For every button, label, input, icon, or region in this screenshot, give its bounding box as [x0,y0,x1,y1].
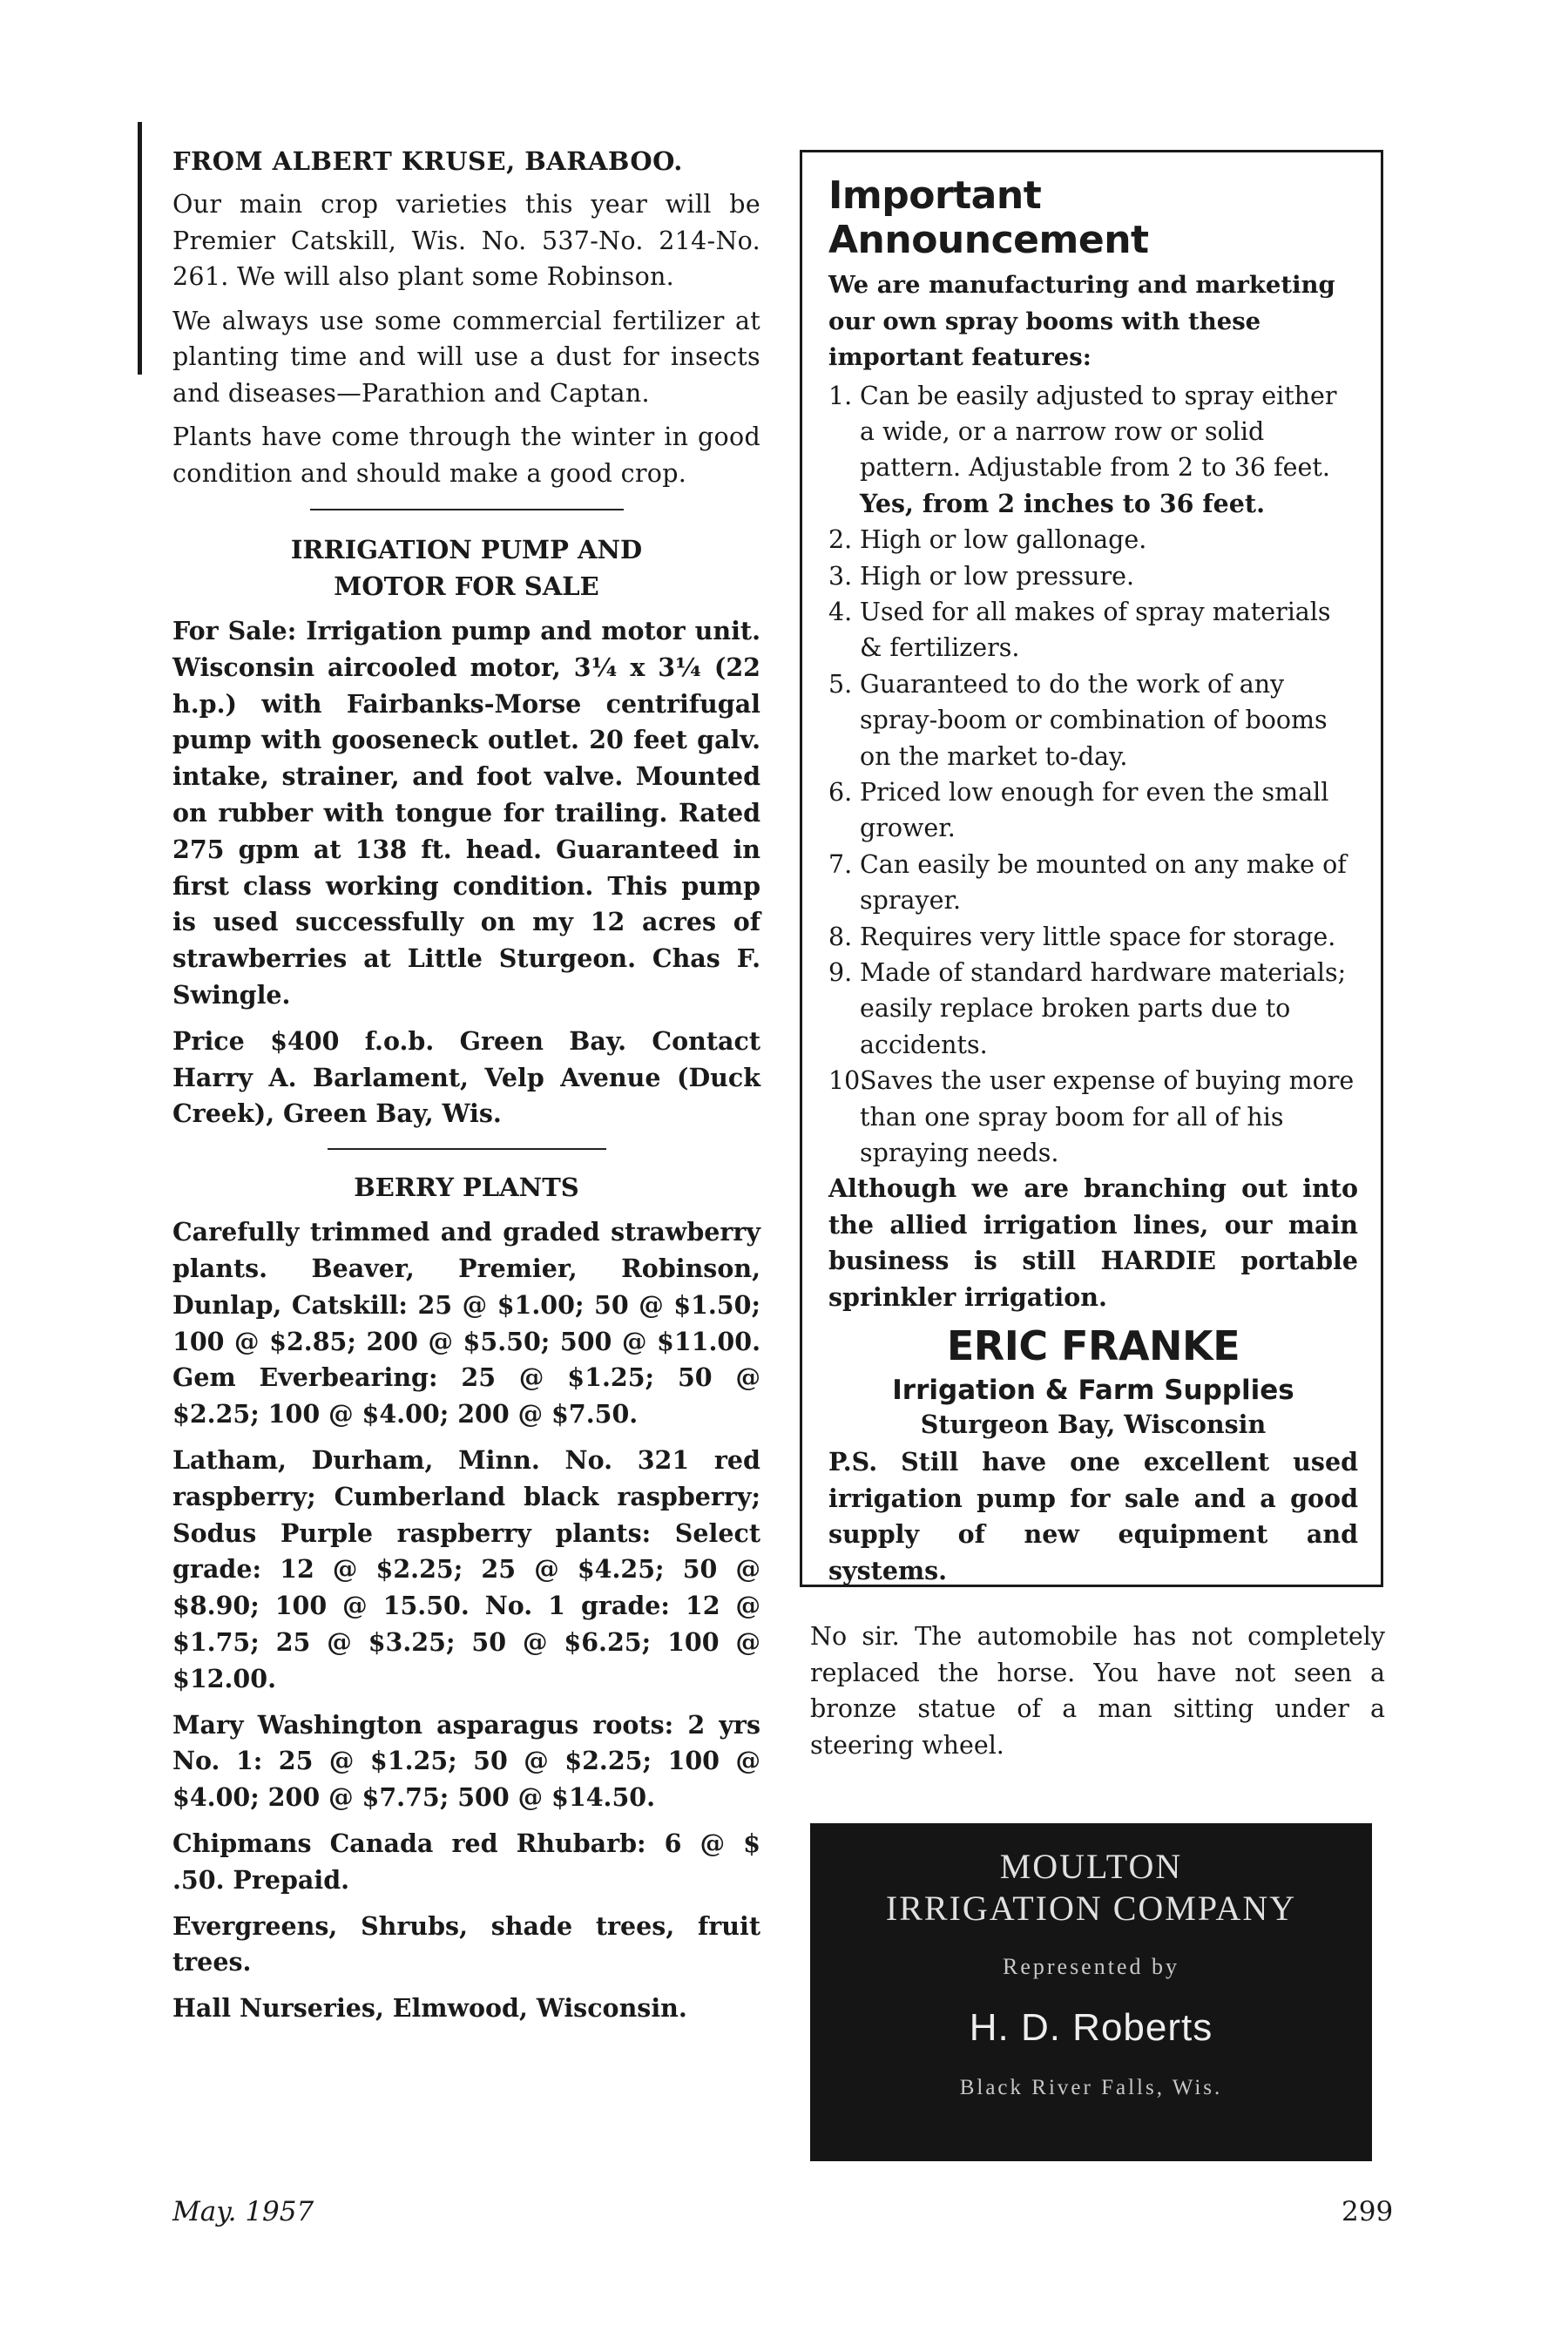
card-line-rep-name: H. D. Roberts [969,2006,1213,2049]
announcement-intro: We are manufacturing and marketing our own spray booms with these important features: [828,271,1335,371]
pump-ad-title [172,531,760,605]
kruse-report [172,146,760,491]
card-line-represented: Represented by [1002,1954,1179,1979]
kruse-paragraph: Our main crop varieties this year will be Premier Catskill, Wis. No. 537-No. 214-No. 261. We will also plant some Robinson. [172,190,760,291]
feature-item [828,378,1358,523]
card-line-company: MOULTON [999,1847,1183,1886]
feature-number: 9. [828,958,853,987]
feature-text: High or low gallonage. [860,525,1147,555]
feature-number: 6. [828,777,853,807]
moulton-ad-card [810,1823,1372,2161]
berry-plants-ad [172,1169,760,2027]
feature-text: Requires very little space for storage. [860,922,1336,951]
feature-number: 10. [828,1066,868,1096]
berry-paragraph: Chipmans Canada red Rhubarb: 6 @ $ .50. Prepaid. [172,1828,760,1895]
card-line-location: Black River Falls, Wis. [959,2076,1223,2099]
feature-list [828,378,1358,1172]
feature-number: 8. [828,922,853,951]
company-name: ERIC FRANKE [946,1322,1240,1370]
margin-bar [138,122,142,375]
pump-ad-price: Price $400 f.o.b. Green Bay. Contact Harry A. Barlament, Velp Avenue (Duck Creek), Green Bay, Wis. [172,1025,760,1129]
feature-item [828,522,1358,558]
feature-number: 1. [828,381,853,410]
berry-paragraph: Hall Nurseries, Elmwood, Wisconsin. [172,1993,687,2024]
berry-paragraph: Mary Washington asparagus roots: 2 yrs No. 1: 25 @ $1.25; 50 @ $2.25; 100 @ $4.00; 200 @ $7.75; 500 @ $14.50. [172,1709,760,1813]
company-subtitle: Irrigation & Farm Supplies [892,1375,1294,1407]
feature-number: 7. [828,849,853,879]
feature-text: Saves the user expense of buying more than one spray boom for all of his spraying needs. [860,1066,1355,1168]
feature-item [828,847,1358,919]
feature-item [828,955,1358,1063]
section-divider [328,1148,606,1150]
feature-item [828,774,1358,847]
berry-paragraph: Carefully trimmed and graded strawberry plants. Beaver, Premier, Robinson, Dunlap, Catskill: 25 @ $1.00; 50 @ $1.50; 100 @ $2.85; 200 @ $5.50; 500 @ $11.00. Gem Everbearing: 25 @ $1.25; 50 @ $2.25; 100 @ $4.00; 200 @ $7.50. [172,1217,760,1429]
announcement-title: Important Announcement [828,173,1149,262]
berry-paragraph: Latham, Durham, Minn. No. 321 red raspberry; Cumberland black raspberry; Sodus Purple raspberry plants: Select grade: 12 @ $2.25; 25 @ $4.25; 50 @ $8.90; 100 @ 15.50. No. 1 grade: 12 @ $1.75; 25 @ $3.25; 50 @ $6.25; 100 @ $12.00. [172,1444,760,1693]
announcement-closing: Although we are branching out into the allied irrigation lines, our main business is still HARDIE portable sprinkler irrigation. [828,1173,1358,1312]
horse-note: No sir. The automobile has not completely replaced the horse. You have not seen a bronze statue of a man sitting under a steering wheel. [810,1622,1385,1760]
pump-ad-body: For Sale: Irrigation pump and motor unit. Wisconsin aircooled motor, 3¼ x 3¼ (22 h.p.) with Fairbanks-Morse centrifugal pump with gooseneck outlet. 20 feet galv. intake, strainer, and foot valve. Mounted on rubber with tongue for trailing. Rated 275 gpm at 138 ft. head. Guaranteed in first class working condition. This pump is used successfully on my 12 acres of strawberries at Little Sturgeon. Chas F. Swingle. [172,616,760,1010]
left-column [172,146,760,2037]
feature-number: 2. [828,525,853,555]
feature-item [828,558,1358,594]
company-location: Sturgeon Bay, Wisconsin [920,1409,1267,1440]
feature-text: Used for all makes of spray materials & fertilizers. [860,597,1331,663]
feature-text: Can easily be mounted on any make of sprayer. [860,849,1347,916]
feature-item [828,594,1358,666]
postscript: P.S. Still have one excellent used irrigation pump for sale and a good supply of new equipment and systems. [828,1447,1358,1585]
feature-text: High or low pressure. [860,561,1135,591]
feature-number: 4. [828,597,853,626]
page-number: 299 [1342,2196,1394,2227]
section-divider [310,509,624,510]
kruse-heading: FROM ALBERT KRUSE, BARABOO. [172,146,683,176]
feature-number: 3. [828,561,853,591]
berry-ad-title: BERRY PLANTS [354,1173,579,1203]
feature-text-plain: Can be easily adjusted to spray either a wide, or a narrow row or solid pattern. Adjustable from 2 to 36 feet. [860,381,1337,483]
kruse-paragraph: Plants have come through the winter in good condition and should make a good crop. [172,422,760,488]
feature-text: Made of standard hardware materials; easily replace broken parts due to accidents. [860,958,1347,1059]
feature-text: Guaranteed to do the work of any spray-boom or combination of booms on the market to-day. [860,669,1328,771]
feature-number: 5. [828,669,853,699]
kruse-paragraph: We always use some commercial fertilizer at planting time and will use a dust for insects and diseases—Parathion and Captan. [172,306,760,408]
feature-text: Priced low enough for even the small grower. [860,777,1329,843]
issue-date: May. 1957 [172,2196,314,2227]
feature-item [828,919,1358,955]
pump-title-line1: IRRIGATION PUMP AND [290,535,643,564]
feature-item [828,1063,1358,1171]
card-line-company2: IRRIGATION COMPANY [885,1889,1297,1928]
berry-paragraph: Evergreens, Shrubs, shade trees, fruit trees. [172,1910,760,1977]
pump-title-line2: MOTOR FOR SALE [334,571,599,601]
feature-item [828,666,1358,774]
feature-text [860,378,1358,523]
feature-text-bold: Yes, from 2 inches to 36 feet. [860,488,1266,518]
pump-ad [172,531,760,1132]
announcement-box [800,150,1383,1587]
